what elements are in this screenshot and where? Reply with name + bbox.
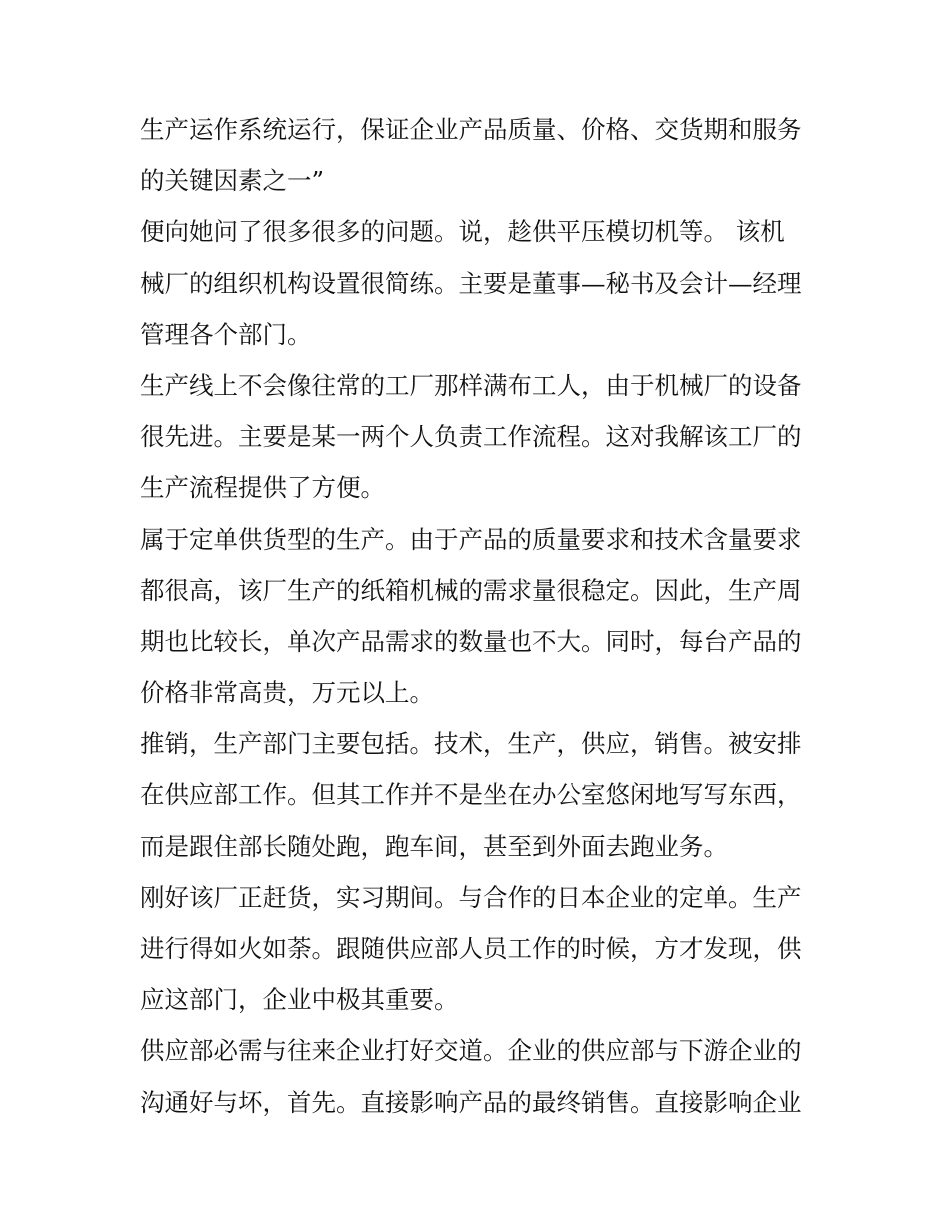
text-line: 很先进。主要是某一两个人负责工作流程。这对我解该工厂的 xyxy=(140,422,802,452)
text-line: 都很高，该厂生产的纸箱机械的需求量很稳定。因此，生产周 xyxy=(140,575,802,605)
text-line: 在供应部工作。但其工作并不是坐在办公室悠闲地写写东西， xyxy=(140,780,802,810)
text-line: 械厂的组织机构设置很简练。主要是董事—秘书及会计—经理 xyxy=(140,268,802,298)
text-line: 应这部门，企业中极其重要。 xyxy=(140,985,459,1015)
text-line: 而是跟住部长随处跑，跑车间，甚至到外面去跑业务。 xyxy=(140,831,728,861)
text-line: 进行得如火如荼。跟随供应部人员工作的时候，方才发现，供 xyxy=(140,934,802,963)
text-line: 生产流程提供了方便。 xyxy=(140,473,385,503)
text-line: 管理各个部门。 xyxy=(140,319,312,349)
text-line: 刚好该厂正赶货，实习期间。与合作的日本企业的定单。生产 xyxy=(140,882,802,912)
text-line: 沟通好与坏，首先。直接影响产品的最终销售。直接影响企业 xyxy=(140,1087,802,1117)
text-line: 属于定单供货型的生产。由于产品的质量要求和技术含量要求 xyxy=(140,524,802,554)
text-line: 的关键因素之一” xyxy=(140,166,325,196)
text-line: 供应部必需与往来企业打好交道。企业的供应部与下游企业的 xyxy=(140,1036,802,1066)
text-line: 价格非常高贵，万元以上。 xyxy=(140,678,434,708)
text-line: 期也比较长，单次产品需求的数量也不大。同时，每台产品的 xyxy=(140,626,802,656)
text-line: 生产运作系统运行，保证企业产品质量、价格、交货期和服务 xyxy=(140,115,802,144)
text-line: 便向她问了很多很多的问题。说，趁供平压模切机等。 该机 xyxy=(140,217,785,247)
text-line: 推销，生产部门主要包括。技术，生产，供应，销售。被安排 xyxy=(140,729,802,759)
text-line: 生产线上不会像往常的工厂那样满布工人，由于机械厂的设备 xyxy=(140,370,802,400)
document-body xyxy=(140,104,820,1128)
